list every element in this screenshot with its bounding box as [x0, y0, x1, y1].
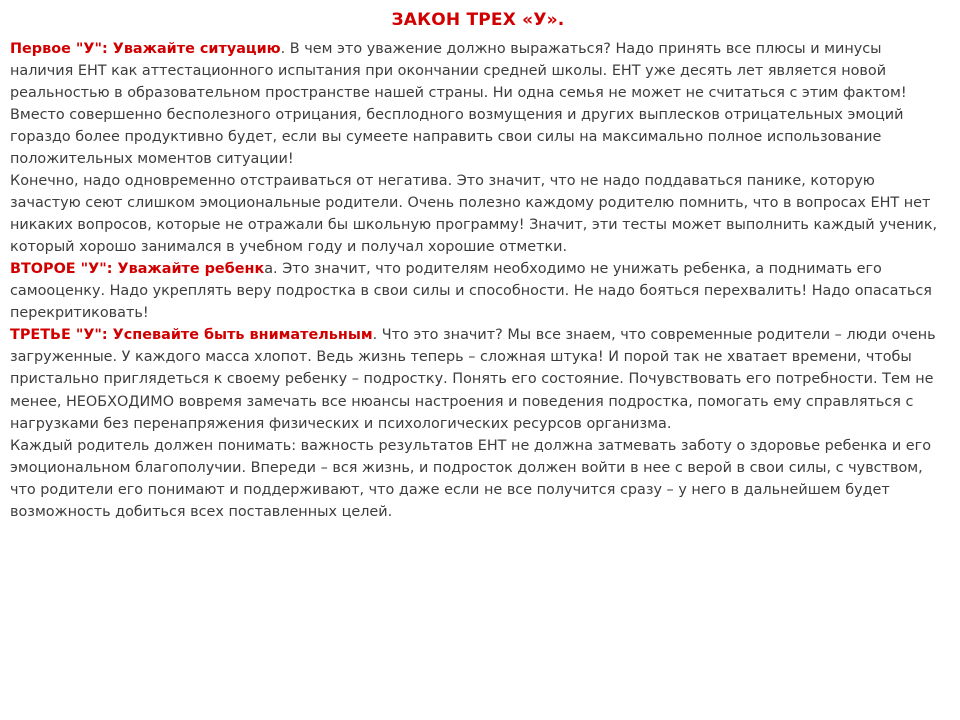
paragraph-3-lead: ВТОРОЕ "У": Уважайте ребенк — [10, 261, 265, 278]
paragraph-2-text: Конечно, надо одновременно отстраиваться от негатива. Это значит, что не надо поддаваться панике, которую зачастую сеют слишком эмоциональные родители. Очень полезно каждому родителю помнить, что в вопросах ЕНТ нет никаких вопросов, которые не отражали бы школьную программу! Значит, эти тесты может выполнить каждый ученик, который хорошо занимался в учебном году и получал хорошие отметки. — [10, 173, 938, 256]
paragraph-3-lead-tail: а — [264, 261, 274, 278]
page-title: ЗАКОН ТРЕХ «У». — [391, 10, 565, 30]
paragraph-4 — [10, 324, 946, 434]
paragraph-1-lead: Первое "У": Уважайте ситуацию — [10, 41, 281, 57]
paragraph-1 — [10, 38, 946, 170]
paragraph-3 — [10, 258, 946, 324]
paragraph-5-text: Каждый родитель должен понимать: важность результатов ЕНТ не должна затмевать заботу о здоровье ребенка и его эмоциональном благополучии. Впереди – вся жизнь, и подросток должен войти в нее с верой в свои силы, с чувством, что родители его понимают и поддерживают, что даже если не все получится сразу – у него в дальнейшем будет возможность добиться всех поставленных целей. — [10, 437, 931, 520]
paragraph-4-text: . Что это значит? Мы все знаем, что современные родители – люди очень загруженные. У каждого масса хлопот. Ведь жизнь теперь – сложная штука! И порой так не хватает времени, чтобы пристально приглядеться к своему ребенку – подростку. Понять его состояние. Почувствовать его потребности. Тем не менее, НЕОБХОДИМО вовремя замечать все нюансы настроения и поведения подростка, помогать ему справляться с нагрузками без перенапряжения физических и психологических ресурсов организма. — [10, 327, 936, 432]
paragraph-1-text: . В чем это уважение должно выражаться? Надо принять все плюсы и минусы наличия ЕНТ как аттестационного испытания при окончании средней школы. ЕНТ уже десять лет является новой реальностью в образовательном пространстве нашей страны. Ни одна семья не может не считаться с этим фактом! Вместо совершенно бесполезного отрицания, бесплодного возмущения и других выплесков отрицательных эмоций гораздо более продуктивно будет, если вы сумеете направить свои силы на максимально полное использование положительных моментов ситуации! — [10, 41, 907, 168]
paragraph-2 — [10, 170, 946, 258]
paragraph-3-text: . Это значит, что родителям необходимо не унижать ребенка, а поднимать его самооценку. Надо укреплять веру подростка в свои силы и способности. Не надо бояться перехвалить! Надо опасаться перекритиковать! — [10, 261, 932, 322]
paragraph-5 — [10, 435, 946, 523]
paragraph-4-lead: ТРЕТЬЕ "У": Успевайте быть внимательным — [10, 327, 373, 344]
